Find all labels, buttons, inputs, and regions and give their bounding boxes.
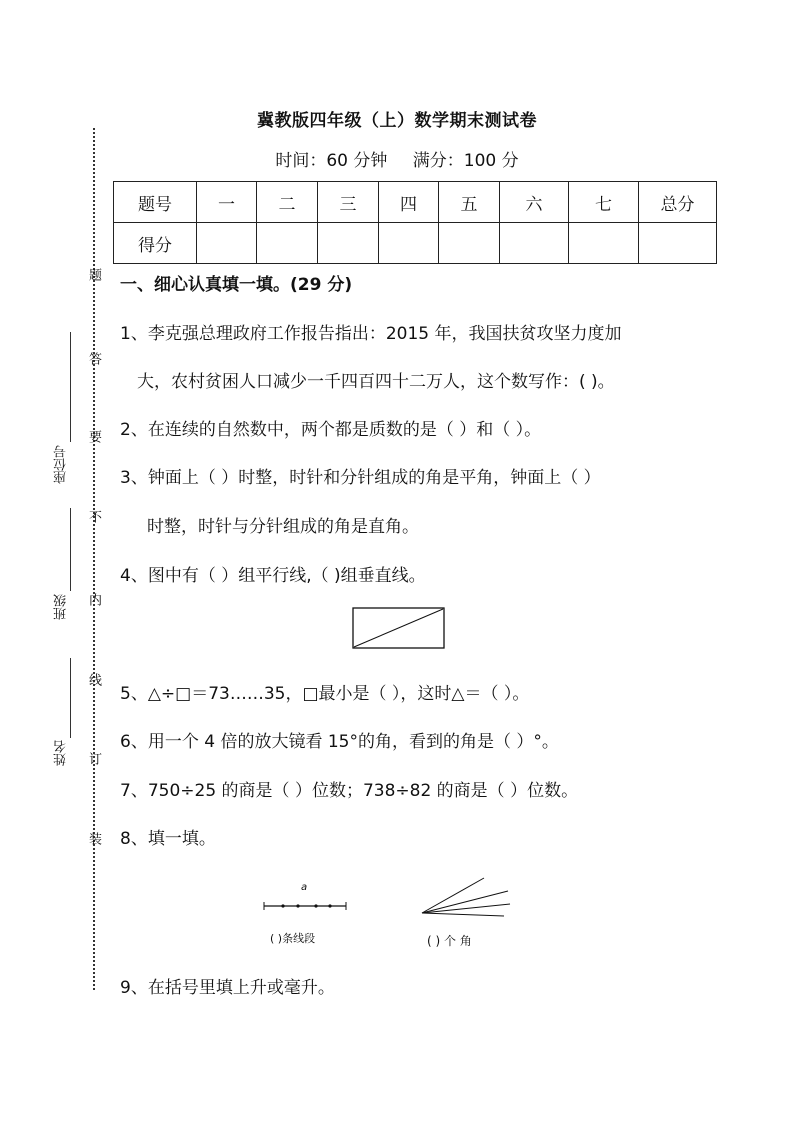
rectangle-diagonal-figure [351,606,447,650]
exam-full-score: 满分：100 分 [412,151,519,171]
question-3-line-2: 时整，时针与分针组成的角是直角。 [147,517,419,537]
score-table [113,181,717,264]
question-4: 4、图中有（ ）组平行线,（ )组垂直线。 [120,566,426,586]
score-cell[interactable] [500,223,569,264]
question-8: 8、填一填。 [120,829,216,849]
score-table-score-row [114,223,717,264]
score-header-cell: 题号 [114,182,197,223]
class-blank[interactable] [70,508,71,591]
question-1-line-1: 1、李克强总理政府工作报告指出：2015 年，我国扶贫攻坚力度加 [120,324,622,344]
score-cell[interactable] [569,223,639,264]
question-6: 6、用一个 4 倍的放大镜看 15°的角，看到的角是（ ）°。 [120,732,559,752]
score-cell[interactable] [639,223,717,264]
binding-char-ding: 订 [86,752,101,765]
score-cell[interactable] [439,223,500,264]
segment-points-figure [262,898,350,914]
question-5: 5、△÷□＝73……35，□最小是（ ），这时△＝（ ）。 [120,684,530,704]
question-7: 7、750÷25 的商是（ ）位数；738÷82 的商是（ ）位数。 [120,781,579,801]
question-1-line-2: 大，农村贫困人口减少一千四百四十二万人，这个数写作：( )。 [137,372,615,392]
question-9: 9、在括号里填上升或毫升。 [120,978,335,998]
name-label: 姓名 [54,740,69,766]
exam-time: 时间：60 分钟 [275,151,388,171]
exam-title: 冀教版四年级（上）数学期末测试卷 [257,111,537,131]
score-header-cell: 一 [197,182,257,223]
segment-letter-a: a [301,882,308,893]
angle-caption: ( ) 个 角 [427,934,472,948]
binding-char-bu: 不 [86,510,101,523]
binding-char-yao: 要 [86,430,101,443]
score-row-label: 得分 [114,223,197,264]
binding-char-zhuang: 装 [86,832,101,845]
segment-caption: ( )条线段 [270,932,316,945]
question-2: 2、在连续的自然数中，两个都是质数的是（ ）和（ ）。 [120,420,542,440]
score-header-cell: 五 [439,182,500,223]
score-header-cell: 二 [257,182,318,223]
seat-number-blank[interactable] [70,332,71,442]
score-header-cell: 总分 [639,182,717,223]
binding-dotted-line [93,128,95,990]
class-label: 班级 [54,594,69,620]
binding-char-ti: 题 [86,268,101,281]
question-3-line-1: 3、钟面上（ ）时整，时针和分针组成的角是平角，钟面上（ ） [120,468,601,488]
exam-info [0,146,794,171]
score-cell[interactable] [197,223,257,264]
seat-number-label: 座位号 [54,445,69,484]
binding-char-xian: 线 [86,673,101,686]
score-header-cell: 四 [379,182,439,223]
score-cell[interactable] [257,223,318,264]
angle-rays-figure [418,874,516,924]
score-header-cell: 三 [318,182,379,223]
binding-char-da: 答 [86,352,101,365]
binding-char-nei: 内 [86,593,101,606]
score-cell[interactable] [379,223,439,264]
section-1-title: 一、细心认真填一填。(29 分) [120,275,353,295]
score-header-cell: 六 [500,182,569,223]
name-blank[interactable] [70,658,71,738]
score-table-header-row [114,182,717,223]
score-cell[interactable] [318,223,379,264]
score-header-cell: 七 [569,182,639,223]
